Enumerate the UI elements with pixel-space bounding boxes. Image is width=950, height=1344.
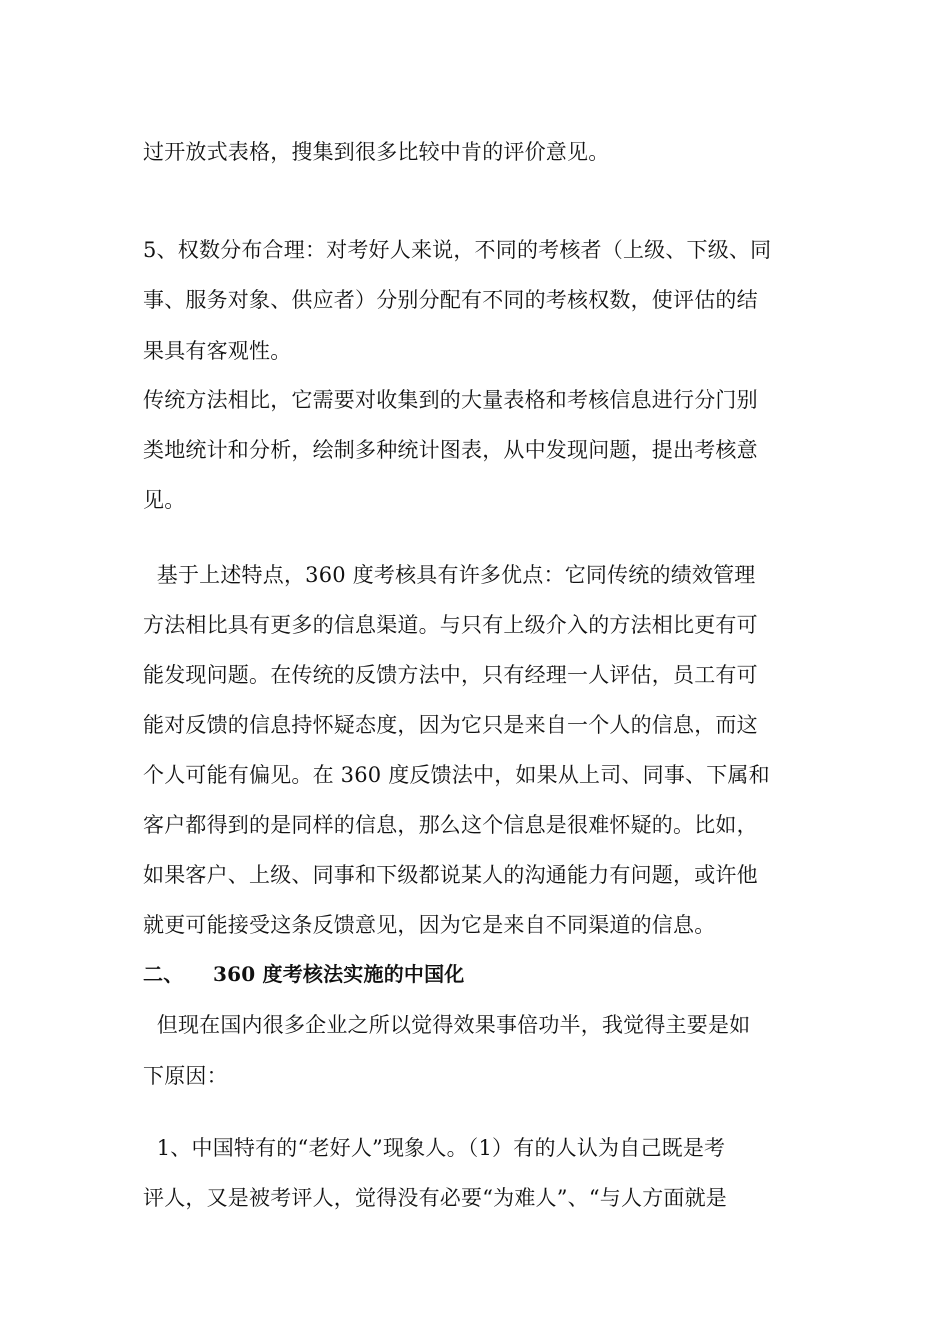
paragraph-line: 过开放式表格，搜集到很多比较中肯的评价意见。 (143, 140, 610, 164)
paragraph-line: 传统方法相比，它需要对收集到的大量表格和考核信息进行分门别 (143, 388, 758, 412)
paragraph-line: 下原因： (143, 1064, 228, 1088)
paragraph-line: 见。 (143, 488, 186, 512)
paragraph-line: 能发现问题。在传统的反馈方法中，只有经理一人评估，员工有可 (143, 663, 758, 687)
paragraph-line: 客户都得到的是同样的信息，那么这个信息是很难怀疑的。比如， (143, 813, 758, 837)
paragraph-line: 事、服务对象、供应者）分别分配有不同的考核权数，使评估的结 (143, 288, 758, 312)
paragraph-line: 5、权数分布合理：对考好人来说，不同的考核者（上级、下级、同 (143, 238, 772, 262)
paragraph-line: 但现在国内很多企业之所以觉得效果事倍功半，我觉得主要是如 (143, 1013, 751, 1037)
paragraph-line: 1、中国特有的“老好人”现象人。（1）有的人认为自己既是考 (143, 1136, 726, 1160)
section-number: 二、 (143, 962, 184, 986)
paragraph-line: 基于上述特点，360 度考核具有许多优点：它同传统的绩效管理 (143, 563, 756, 587)
paragraph-line: 就更可能接受这条反馈意见，因为它是来自不同渠道的信息。 (143, 913, 716, 937)
paragraph-line: 个人可能有偏见。在 360 度反馈法中，如果从上司、同事、下属和 (143, 763, 770, 787)
section-heading (143, 960, 808, 988)
paragraph-line: 类地统计和分析，绘制多种统计图表，从中发现问题，提出考核意 (143, 438, 758, 462)
paragraph-line: 果具有客观性。 (143, 339, 292, 363)
section-title: 360 度考核法实施的中国化 (213, 962, 465, 986)
paragraph-line: 评人，又是被考评人，觉得没有必要“为难人”、“与人方面就是 (143, 1186, 728, 1210)
paragraph-line: 能对反馈的信息持怀疑态度，因为它只是来自一个人的信息，而这 (143, 713, 758, 737)
paragraph-line: 方法相比具有更多的信息渠道。与只有上级介入的方法相比更有可 (143, 613, 758, 637)
paragraph-line: 如果客户、上级、同事和下级都说某人的沟通能力有问题，或许他 (143, 863, 758, 887)
